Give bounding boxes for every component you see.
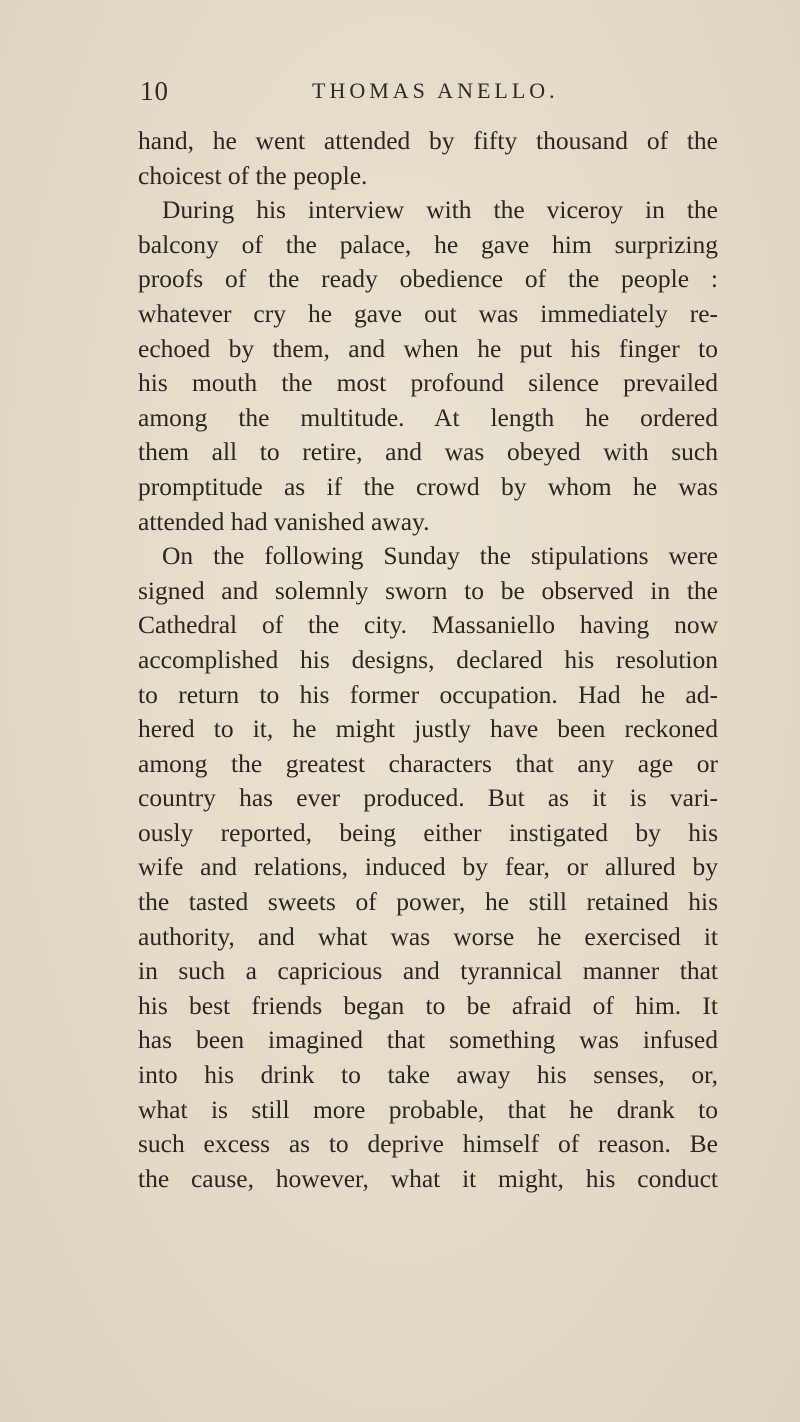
- text-line: signed and solemnly sworn to be observed in the: [138, 575, 718, 605]
- text-line: has been imagined that something was infused: [138, 1025, 718, 1055]
- text-line: Cathedral of the city. Massaniello having now: [138, 610, 718, 640]
- text-line: proofs of the ready obedience of the people :: [138, 264, 718, 294]
- text-line: what is still more probable, that he drank to: [138, 1094, 718, 1124]
- text-line: the cause, however, what it might, his conduct: [138, 1163, 718, 1193]
- text-line: among the greatest characters that any age or: [138, 748, 718, 778]
- text-line: such excess as to deprive himself of reason. Be: [138, 1129, 718, 1159]
- page-header: [140, 76, 700, 110]
- text-line: wife and relations, induced by fear, or allured by: [138, 852, 718, 882]
- text-line: the tasted sweets of power, he still retained his: [138, 887, 718, 917]
- running-head: THOMAS ANELLO.: [312, 78, 559, 103]
- text-line: whatever cry he gave out was immediately re-: [138, 298, 718, 328]
- text-line: into his drink to take away his senses, or,: [138, 1060, 718, 1090]
- page-number: 10: [140, 76, 169, 106]
- text-line: them all to retire, and was obeyed with such: [138, 437, 718, 467]
- text-line: among the multitude. At length he ordered: [138, 402, 718, 432]
- text-line: balcony of the palace, he gave him surprizing: [138, 229, 718, 259]
- text-line: hand, he went attended by fifty thousand of the: [138, 126, 718, 155]
- text-line: During his interview with the viceroy in the: [162, 195, 718, 225]
- text-line: hered to it, he might justly have been reckoned: [138, 714, 718, 744]
- text-line: promptitude as if the crowd by whom he was: [138, 471, 718, 501]
- body-text: [138, 124, 718, 1196]
- text-line: to return to his former occupation. Had he ad-: [138, 679, 718, 709]
- text-line: On the following Sunday the stipulations were: [162, 541, 718, 571]
- text-line: authority, and what was worse he exercised it: [138, 921, 718, 951]
- text-line: attended had vanished away.: [138, 506, 430, 536]
- text-line: his best friends began to be afraid of him. It: [138, 990, 718, 1020]
- text-line: choicest of the people.: [138, 160, 368, 190]
- text-line: his mouth the most profound silence prevailed: [138, 368, 718, 398]
- text-line: echoed by them, and when he put his finger to: [138, 333, 718, 363]
- text-line: ously reported, being either instigated by his: [138, 817, 718, 847]
- text-line: accomplished his designs, declared his resolution: [138, 644, 718, 674]
- text-line: in such a capricious and tyrannical manner that: [138, 956, 718, 986]
- text-line: country has ever produced. But as it is vari-: [138, 783, 718, 813]
